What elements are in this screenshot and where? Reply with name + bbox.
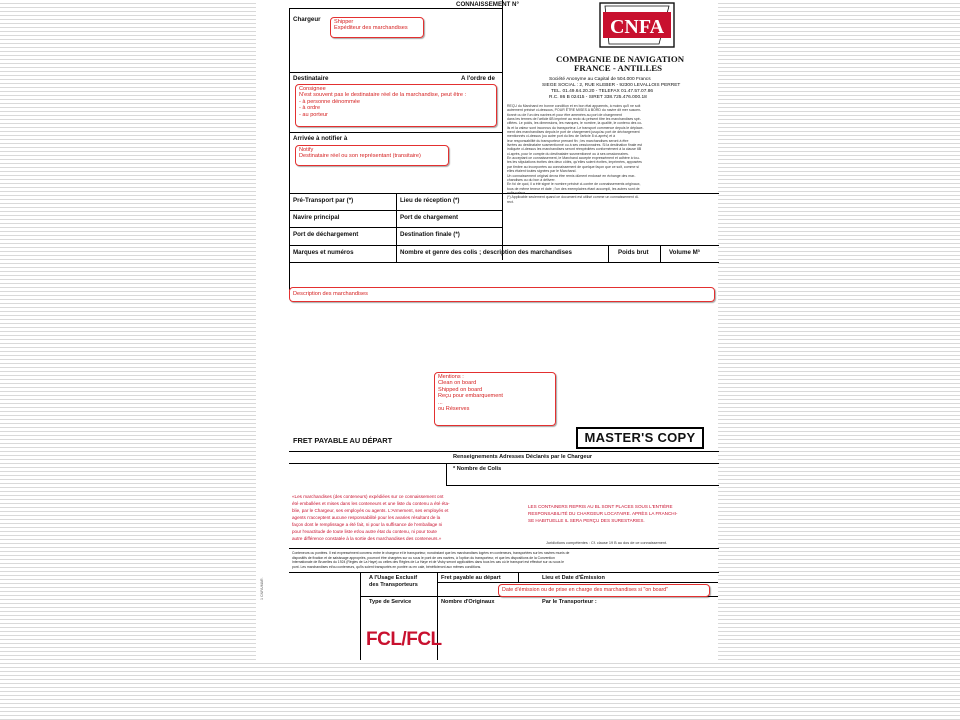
rule xyxy=(289,262,719,263)
rule xyxy=(289,132,503,133)
destination-finale-label: Destination finale (*) xyxy=(400,231,460,238)
rule xyxy=(608,245,609,262)
type-service-label: Type de Service xyxy=(369,599,412,605)
rule xyxy=(289,548,719,549)
lieu-date-label: Lieu et Date d'Émission xyxy=(542,575,605,581)
company-info-line: Société Anonyme au Capital de 504.000 Francs xyxy=(549,77,651,82)
terms-line: chandises ou du bon à délivrer. xyxy=(507,177,556,182)
terms-line: mentionnés ci-dessus (ou autre port du lieu de l'article 8 ci-après) et à xyxy=(507,134,616,139)
annotation-line: Shipped on board xyxy=(438,386,483,393)
company-info-line: R.C. 86 B 02415 - SIRET 338.725.476.000.18 xyxy=(549,95,647,100)
rule xyxy=(437,582,718,583)
cnfa-logo xyxy=(599,2,675,48)
notify-annotation xyxy=(295,145,449,166)
clause-line: LES CONTAINERS REPRIS AU BL SONT PLACES SOUS L'ENTIÈRE xyxy=(528,504,673,509)
consignee-annotation xyxy=(295,84,497,127)
clause-line: blie, par le Chargeur, ses employés ou agents. L'Armement, ses employés et xyxy=(292,508,449,513)
rule xyxy=(289,72,503,73)
bill-of-lading-document xyxy=(256,0,718,662)
chargeur-label: Chargeur xyxy=(293,16,321,23)
annotation-line: Shipper xyxy=(334,19,354,25)
terms-line: (*) Applicable seulement quand ce document est utilisé comme un connaissement di- xyxy=(507,195,639,200)
fine-print-line: Internationale de Bruxelles du 1924 (Règles de La Haye) ou celles des Règles de La Haye et de Visby seront applicables dans tous les cas où le transport est effectué sur ou sous le xyxy=(292,560,565,565)
terms-line: ment des marchandises depuis le port de chargement jusqu'au port de déchargement xyxy=(507,130,640,135)
annotation-line: Reçu pour embarquement xyxy=(438,393,503,400)
par-transporteur-label: Par le Transporteur : xyxy=(542,599,597,605)
terms-line: autrement précisé ci-dessous, POUR ÊTRE MISES A BORD du navire dit mer suscen- xyxy=(507,108,642,113)
annotation-line: - au porteur xyxy=(299,111,328,118)
usage-exclusif-label: A l'Usage Exclusif xyxy=(369,575,418,581)
annotation-line: Date d'émission ou de prise en charge des marchandises si "on board" xyxy=(502,587,669,593)
annotation-line: Destinataire réel ou son représentant (transitaire) xyxy=(299,153,421,160)
terms-line: par timbre au incorporées au connaissement de quelque façon que ce soit, comme si xyxy=(507,164,639,169)
annotation-line: Notify xyxy=(299,147,314,153)
terms-line: indiquée ci-dessus les marchandises seront réexpédiées conformément à la clause 6B xyxy=(507,147,642,152)
clause-line: agents n'acceptent aucune responsabilité pour les avaries résultant de la xyxy=(292,515,441,520)
clause-line: SE HABITUELLE IL SERA PERÇU DES SURESTARIES. xyxy=(528,518,645,523)
annotation-line: Mentions : xyxy=(438,374,464,380)
annotation-line: Description des marchandises xyxy=(293,291,368,297)
terms-line: dans les termes de l'article 6B imprimé au recto du présent titre les marchandises spé- xyxy=(507,117,641,122)
clause-line: «Les marchandises (des conteneurs) expédiées sur ce connaissement ont xyxy=(292,494,444,499)
rule xyxy=(502,0,503,260)
pre-transport-label: Pré-Transport par (*) xyxy=(293,197,354,204)
company-name-line2: FRANCE - ANTILLES xyxy=(574,63,662,73)
rule xyxy=(289,227,503,228)
juridiction-text: Juridictions compétentes : Cf. clause 19 B au dos de ce connaissement. xyxy=(546,541,668,545)
terms-line: livrées au destinataire susmentionné ou à ses cessionnaires. Si la destination finale est xyxy=(507,143,643,148)
rule xyxy=(289,8,290,290)
rule xyxy=(446,485,719,486)
annotation-line: Consignee xyxy=(299,86,326,92)
containers-clause xyxy=(292,493,502,545)
lieu-reception-label: Lieu de réception (*) xyxy=(400,197,460,204)
annotation-line: - à personne dénommée xyxy=(299,98,360,105)
renseignements-label: Renseignements Adresses Déclarés par le Chargeur xyxy=(453,454,593,460)
fine-print-line: dispositifs de fixation et de saisissage appropriés, pourront être chargées sur ou sous le pont de ces navires, à l'option du transporteur, et que les dispositions de la Convention xyxy=(292,555,555,560)
terms-line: En foi de quoi, il a été signé le nombre précisé ci-contre de connaissements originaux, xyxy=(507,182,641,187)
rule xyxy=(289,8,503,9)
description-annotation xyxy=(289,287,715,302)
annotation-line: ... xyxy=(438,399,443,406)
terms-line: leur responsabilité du transporteur prenant fin ; les marchandises seront à être xyxy=(507,138,629,143)
rule xyxy=(289,451,719,452)
annotation-line: N'est souvent pas le destinataire réel de la marchandise, peut être : xyxy=(299,92,467,99)
rule xyxy=(396,193,397,245)
port-chargement-label: Port de chargement xyxy=(400,214,459,221)
responsibility-clause xyxy=(528,503,718,527)
terms-line: ci-après, pour le compte du destinataire susmentionné ou à ses cessionnaires. xyxy=(507,151,629,156)
fine-print-line: pont. Les marchandises et/ou conteneurs, qu'ils soient transportés en pontée ou en cale, bénéficieront aux mêmes conditions. xyxy=(292,564,482,569)
clause-line: autre différence constatée à la sortie des marchandises des conteneurs.» xyxy=(292,536,442,541)
marques-label: Marques et numéros xyxy=(293,249,354,256)
rule xyxy=(289,463,719,464)
rule xyxy=(660,245,661,262)
clause-line: été emballées et mises dans les conteneurs et une liste du contenu a été éta- xyxy=(292,501,450,506)
rule xyxy=(446,463,447,485)
des-transporteurs-label: des Transporteurs xyxy=(369,582,418,588)
terms-line: Un connaissement original devra être remis dûment endossé en échange des mar- xyxy=(507,173,636,178)
logo-text: CNFA xyxy=(609,16,665,38)
shipper-annotation xyxy=(330,17,424,38)
clause-line: pour l'exactitude de toute liste et/ou autre état du contenu, ni pour toute xyxy=(292,529,437,534)
fine-print xyxy=(292,551,716,571)
masters-copy-stamp: MASTER'S COPY xyxy=(576,427,704,449)
mentions-annotation xyxy=(434,372,556,426)
annotation-line: - à ordre xyxy=(299,105,321,112)
terms-line: nulle valeur. xyxy=(507,190,526,195)
fine-print-line: Conteneurs ou pontées. Il est expressément convenu entre le chargeur et le transporteur, nonobstant que les marchandises logées en conteneurs, transportées sur les navires munis de xyxy=(292,551,570,555)
volume-label: Volume M³ xyxy=(669,249,700,256)
nombre-colis-label: * Nombre de Colis xyxy=(453,466,502,472)
nombre-originaux-label: Nombre d'Originaux xyxy=(441,599,495,605)
a-l-ordre-label: A l'ordre de xyxy=(461,75,495,82)
document-title: CONNAISSEMENT N° xyxy=(456,1,519,8)
date-emission-annotation xyxy=(498,584,710,597)
fret-payable-label: FRET PAYABLE AU DÉPART xyxy=(293,436,393,445)
poids-label: Poids brut xyxy=(618,249,649,256)
annotation-line: Clean on board xyxy=(438,380,477,387)
navire-label: Navire principal xyxy=(293,214,340,221)
annotation-line: Expéditeur des marchandises xyxy=(334,25,408,32)
terms-line: elles étaient toutes signées par le Marchand. xyxy=(507,169,577,174)
terms-line: REÇU du Marchand en bonne condition et en bon état apparents, à moins qu'il ne soit xyxy=(507,104,641,108)
company-info-line: TEL. 01.49.64.20.20 - TELEFAX 01.47.57.07.86 xyxy=(551,89,654,94)
terms-line: tionné ou de l'un des navires et pour être amenées au port de chargement xyxy=(507,112,622,117)
terms-paragraph xyxy=(507,104,715,204)
terms-line: rect. xyxy=(507,199,514,204)
fret-payable-depart-label: Fret payable au départ xyxy=(441,575,501,581)
company-info-line: SIEGE SOCIAL : 2, RUE KLEBER - 92300 LEVALLOIS PERRET xyxy=(542,83,681,88)
port-dechargement-label: Port de déchargement xyxy=(293,231,359,238)
annotation-line: ou Réserves xyxy=(438,406,470,413)
rule xyxy=(289,245,719,246)
terms-line: tous de même teneur et date ; l'un des exemplaires étant accompli, les autres sont de xyxy=(507,186,640,191)
rule xyxy=(289,572,719,573)
rule xyxy=(289,210,503,211)
terms-line: cifiées. Le poids, les dimensions, les marques, le nombre, la qualité, le contenu des co- xyxy=(507,121,643,126)
company-name-line1: COMPAGNIE DE NAVIGATION xyxy=(556,54,685,64)
side-reference-text: 1 CNFA/MAR. xyxy=(260,577,264,600)
terms-line: En acceptant ce connaissement, le Marchand accepte expressément et adhère à tou- xyxy=(507,156,640,161)
clause-line: façon dont le remplissage a été fait, ni pour la suffisance de l'emballage ni xyxy=(292,522,443,527)
nombre-genre-label: Nombre et genre des colis ; description des marchandises xyxy=(400,249,572,256)
destinataire-label: Destinataire xyxy=(293,75,329,82)
fcl-service-type: FCL/FCL xyxy=(366,629,442,650)
rule xyxy=(518,572,519,582)
terms-line: tes les stipulations écrites des deux côtés, qu'elles soient écrites, imprimées, apposées xyxy=(507,160,642,165)
rule xyxy=(360,572,361,660)
rule xyxy=(396,245,397,262)
terms-line: lis et la valeur sont inconnus du transporteur. Le transport commence depuis le déplace- xyxy=(507,125,644,130)
arrivee-label: Arrivée à notifier à xyxy=(293,135,348,142)
clause-line: RESPONSABILITÉ DU CHARGEUR LOCATAIRE. APRÈS LA FRANCHI- xyxy=(528,511,678,516)
